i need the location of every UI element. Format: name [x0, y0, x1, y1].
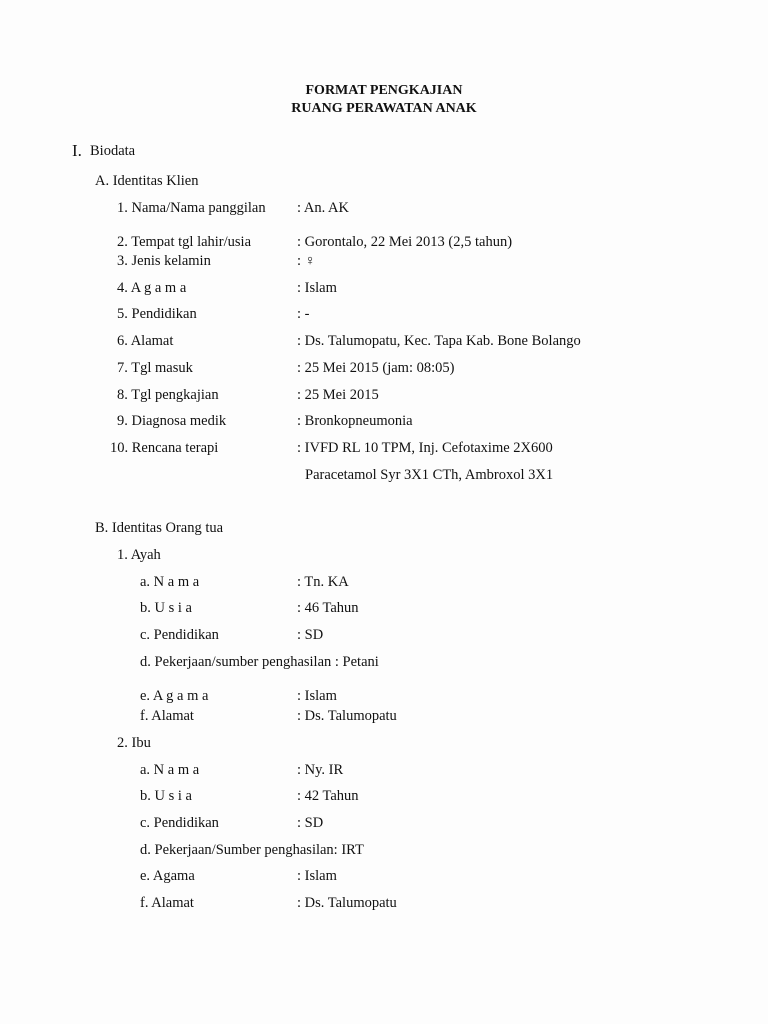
parent-heading-mother: 2. Ibu: [117, 735, 151, 751]
field-value: : IVFD RL 10 TPM, Inj. Cefotaxime 2X600: [297, 440, 553, 456]
field-value: : SD: [297, 815, 324, 831]
field-value: : Bronkopneumonia: [297, 413, 413, 429]
field-value: : Ds. Talumopatu: [297, 708, 397, 724]
field-label: 10. Rencana terapi: [110, 440, 219, 456]
field-label: e. Agama: [140, 868, 195, 884]
field-label: 3. Jenis kelamin: [117, 253, 211, 269]
field-label: 2. Tempat tgl lahir/usia: [117, 234, 252, 250]
field-label: f. Alamat: [140, 708, 194, 724]
field-label: a. N a m a: [140, 762, 200, 778]
field-label: 7. Tgl masuk: [117, 360, 193, 376]
field-label-inline: d. Pekerjaan/sumber penghasilan : Petani: [140, 654, 379, 670]
field-label: b. U s i a: [140, 600, 192, 616]
field-label: 5. Pendidikan: [117, 306, 197, 322]
field-label: f. Alamat: [140, 895, 194, 911]
field-value: : 25 Mei 2015: [297, 387, 379, 403]
subsection-heading-parents: B. Identitas Orang tua: [95, 520, 224, 536]
field-label: b. U s i a: [140, 788, 192, 804]
field-value: : Ds. Talumopatu, Kec. Tapa Kab. Bone Bolango: [297, 333, 581, 349]
field-value: : SD: [297, 627, 324, 643]
field-value: : Islam: [297, 868, 337, 884]
field-value: : Ny. IR: [297, 762, 344, 778]
field-label: a. N a m a: [140, 574, 200, 590]
field-label: e. A g a m a: [140, 688, 209, 704]
field-value: : Gorontalo, 22 Mei 2013 (2,5 tahun): [297, 234, 513, 250]
field-label: 1. Nama/Nama panggilan: [117, 200, 266, 216]
field-label: 4. A g a m a: [117, 280, 187, 296]
field-value: : Ds. Talumopatu: [297, 895, 397, 911]
field-value: : Islam: [297, 280, 337, 296]
field-label: 9. Diagnosa medik: [117, 413, 227, 429]
field-value: : 25 Mei 2015 (jam: 08:05): [297, 360, 455, 376]
section-heading: Biodata: [90, 143, 136, 159]
document-subtitle: RUANG PERAWATAN ANAK: [291, 101, 477, 116]
field-label: 8. Tgl pengkajian: [117, 387, 219, 403]
field-value: : 46 Tahun: [297, 600, 359, 616]
parent-heading-father: 1. Ayah: [117, 547, 161, 563]
field-value-continuation: Paracetamol Syr 3X1 CTh, Ambroxol 3X1: [305, 467, 554, 483]
field-value: : An. AK: [297, 200, 349, 216]
field-label: c. Pendidikan: [140, 627, 219, 643]
field-label: 6. Alamat: [117, 333, 174, 349]
field-label: c. Pendidikan: [140, 815, 219, 831]
section-numeral: I.: [72, 141, 82, 160]
field-value: : 42 Tahun: [297, 788, 359, 804]
document-title: FORMAT PENGKAJIAN: [305, 83, 463, 98]
field-value: : ♀: [297, 253, 316, 269]
field-value: : Tn. KA: [297, 574, 349, 590]
subsection-heading-client: A. Identitas Klien: [95, 173, 199, 189]
field-value: : Islam: [297, 688, 337, 704]
field-label-inline: d. Pekerjaan/Sumber penghasilan: IRT: [140, 842, 364, 858]
field-value: : -: [297, 306, 310, 322]
